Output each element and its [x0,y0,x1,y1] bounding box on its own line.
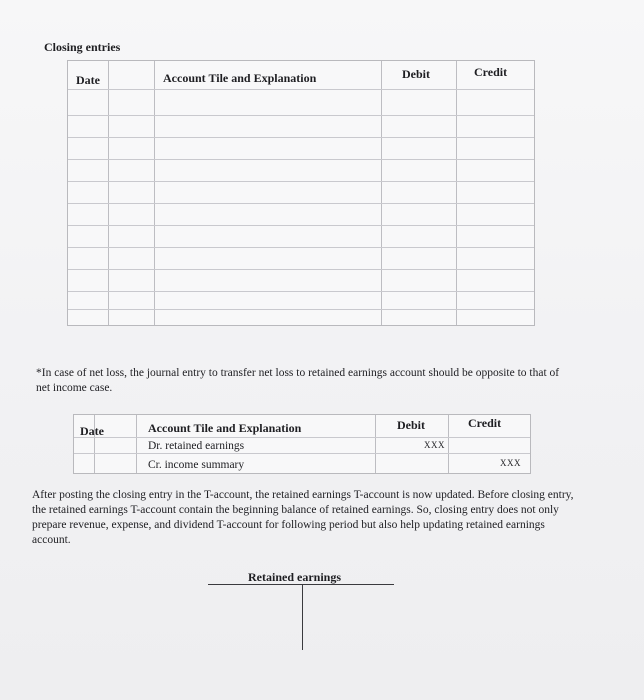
net-loss-entry-table [73,414,531,474]
header-account: Account Tile and Explanation [163,71,317,85]
column-divider [136,415,137,473]
row-divider [68,89,534,90]
column-divider [108,61,109,325]
row2-credit: XXX [500,458,521,468]
row-divider [68,115,534,116]
section-title: Closing entries [44,40,121,54]
row-divider [68,203,534,204]
header-credit: Credit [474,65,508,79]
row-divider [74,437,530,438]
row-divider [74,453,530,454]
row-divider [68,137,534,138]
header-debit: Debit [402,67,430,81]
header-date: Date [80,424,104,438]
explanation-paragraph: After posting the closing entry in the T-account, the retained earnings T-account is now updated. Before closing entry, the retained earnings T-account contain the beginning balance of retained earnings. So, closing entry does not only prepare revenue, expense, and dividend T-account for following period but also help updating retained earnings account. [32,489,574,546]
column-divider [448,415,449,473]
t-account-stem [302,584,303,650]
column-divider [381,61,382,325]
row-divider [68,181,534,182]
row2-account: Cr. income summary [148,459,245,471]
net-loss-note: *In case of net loss, the journal entry to transfer net loss to retained earnings account should be opposite to that of net income case. [36,367,560,394]
column-divider [154,61,155,325]
row-divider [68,309,534,310]
row1-debit: XXX [424,440,445,450]
header-credit: Credit [468,416,502,430]
row1-account: Dr. retained earnings [148,440,245,452]
row-divider [68,291,534,292]
t-account-top-line [208,584,394,585]
row-divider [68,159,534,160]
column-divider [456,61,457,325]
t-account-title: Retained earnings [248,570,341,584]
closing-entries-table [67,60,535,326]
header-debit: Debit [397,418,425,432]
column-divider [375,415,376,473]
header-date: Date [76,73,100,87]
header-account: Account Tile and Explanation [148,421,302,435]
row-divider [68,247,534,248]
row-divider [68,269,534,270]
row-divider [68,225,534,226]
